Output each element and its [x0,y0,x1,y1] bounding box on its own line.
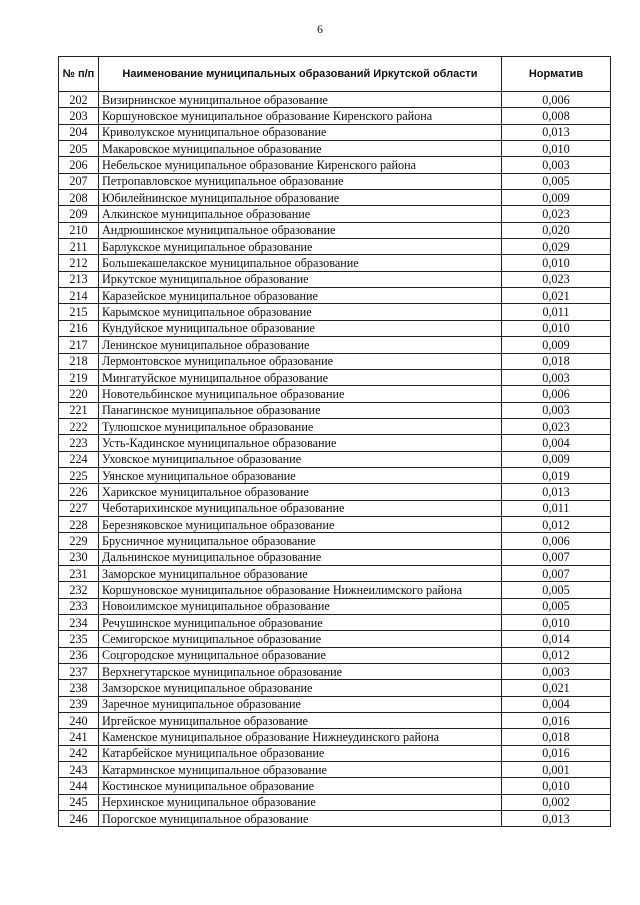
table-row [59,288,611,304]
column-header-normative: Норматив [502,57,611,92]
municipality-name-cell: Дальнинское муниципальное образование [99,549,502,565]
row-number-cell: 212 [59,255,99,271]
table-row [59,271,611,287]
municipality-name-cell: Катарбейское муниципальное образование [99,745,502,761]
normative-value-cell: 0,003 [502,369,611,385]
table-row [59,239,611,255]
table-row [59,778,611,794]
municipality-name-cell: Речушинское муниципальное образование [99,615,502,631]
municipality-name-cell: Порогское муниципальное образование [99,811,502,827]
normative-value-cell: 0,003 [502,157,611,173]
table-row [59,500,611,516]
municipality-name-cell: Иркутское муниципальное образование [99,271,502,287]
municipality-name-cell: Заморское муниципальное образование [99,565,502,581]
municipality-name-cell: Каразейское муниципальное образование [99,288,502,304]
row-number-cell: 222 [59,418,99,434]
row-number-cell: 206 [59,157,99,173]
table-row [59,729,611,745]
municipality-name-cell: Катарминское муниципальное образование [99,762,502,778]
normative-value-cell: 0,008 [502,108,611,124]
table-row [59,451,611,467]
normative-value-cell: 0,012 [502,647,611,663]
row-number-cell: 244 [59,778,99,794]
row-number-cell: 237 [59,664,99,680]
table-row [59,549,611,565]
municipality-name-cell: Барлукское муниципальное образование [99,239,502,255]
row-number-cell: 228 [59,516,99,532]
normative-value-cell: 0,018 [502,353,611,369]
table-row [59,108,611,124]
normative-value-cell: 0,029 [502,239,611,255]
table-row [59,696,611,712]
normative-value-cell: 0,001 [502,762,611,778]
municipality-name-cell: Петропавловское муниципальное образование [99,173,502,189]
municipality-name-cell: Панагинское муниципальное образование [99,402,502,418]
row-number-cell: 202 [59,92,99,108]
table-row [59,762,611,778]
municipality-name-cell: Коршуновское муниципальное образование Нижнеилимского района [99,582,502,598]
row-number-cell: 219 [59,369,99,385]
normative-value-cell: 0,021 [502,288,611,304]
normative-value-cell: 0,006 [502,92,611,108]
municipality-name-cell: Кундуйское муниципальное образование [99,320,502,336]
row-number-cell: 217 [59,337,99,353]
row-number-cell: 241 [59,729,99,745]
municipality-name-cell: Усть-Кадинское муниципальное образование [99,435,502,451]
row-number-cell: 224 [59,451,99,467]
municipality-name-cell: Уховское муниципальное образование [99,451,502,467]
row-number-cell: 218 [59,353,99,369]
normative-value-cell: 0,011 [502,500,611,516]
row-number-cell: 210 [59,222,99,238]
normative-value-cell: 0,016 [502,713,611,729]
normative-value-cell: 0,002 [502,794,611,810]
row-number-cell: 207 [59,173,99,189]
municipality-name-cell: Нерхинское муниципальное образование [99,794,502,810]
table-row [59,353,611,369]
normative-value-cell: 0,007 [502,549,611,565]
normative-value-cell: 0,007 [502,565,611,581]
row-number-cell: 223 [59,435,99,451]
table-row [59,664,611,680]
table-row [59,615,611,631]
municipality-name-cell: Андрюшинское муниципальное образование [99,222,502,238]
row-number-cell: 204 [59,124,99,140]
row-number-cell: 230 [59,549,99,565]
normative-value-cell: 0,003 [502,402,611,418]
table-row [59,582,611,598]
table-row [59,369,611,385]
normative-value-cell: 0,020 [502,222,611,238]
normative-value-cell: 0,005 [502,173,611,189]
row-number-cell: 214 [59,288,99,304]
municipality-name-cell: Алкинское муниципальное образование [99,206,502,222]
table-row [59,631,611,647]
normative-value-cell: 0,023 [502,418,611,434]
normative-value-cell: 0,010 [502,615,611,631]
normative-value-cell: 0,014 [502,631,611,647]
row-number-cell: 227 [59,500,99,516]
page-number: 6 [317,22,323,36]
table-row [59,745,611,761]
normative-value-cell: 0,009 [502,190,611,206]
normative-value-cell: 0,005 [502,598,611,614]
row-number-cell: 235 [59,631,99,647]
table-header [59,57,611,92]
municipality-name-cell: Криволукское муниципальное образование [99,124,502,140]
row-number-cell: 242 [59,745,99,761]
row-number-cell: 225 [59,467,99,483]
table-row [59,713,611,729]
municipality-name-cell: Брусничное муниципальное образование [99,533,502,549]
table-row [59,206,611,222]
row-number-cell: 226 [59,484,99,500]
normative-value-cell: 0,021 [502,680,611,696]
normative-value-cell: 0,023 [502,271,611,287]
normative-value-cell: 0,004 [502,435,611,451]
municipality-name-cell: Уянское муниципальное образование [99,467,502,483]
normative-value-cell: 0,006 [502,386,611,402]
row-number-cell: 246 [59,811,99,827]
normative-value-cell: 0,013 [502,124,611,140]
municipality-name-cell: Семигорское муниципальное образование [99,631,502,647]
normative-value-cell: 0,010 [502,141,611,157]
normative-value-cell: 0,013 [502,484,611,500]
row-number-cell: 239 [59,696,99,712]
municipality-name-cell: Новоилимское муниципальное образование [99,598,502,614]
table-row [59,222,611,238]
normative-table [58,56,611,827]
row-number-cell: 208 [59,190,99,206]
header-row [59,57,611,92]
table-row [59,173,611,189]
row-number-cell: 213 [59,271,99,287]
municipality-name-cell: Новотельбинское муниципальное образование [99,386,502,402]
row-number-cell: 220 [59,386,99,402]
table-row [59,320,611,336]
municipality-name-cell: Верхнегутарское муниципальное образование [99,664,502,680]
municipality-name-cell: Березняковское муниципальное образование [99,516,502,532]
row-number-cell: 203 [59,108,99,124]
municipality-name-cell: Ленинское муниципальное образование [99,337,502,353]
table-row [59,484,611,500]
normative-value-cell: 0,012 [502,516,611,532]
row-number-cell: 238 [59,680,99,696]
table-row [59,386,611,402]
municipality-name-cell: Соцгородское муниципальное образование [99,647,502,663]
municipality-name-cell: Каменское муниципальное образование Нижнеудинского района [99,729,502,745]
table-row [59,402,611,418]
normative-value-cell: 0,019 [502,467,611,483]
row-number-cell: 205 [59,141,99,157]
normative-value-cell: 0,016 [502,745,611,761]
table-row [59,680,611,696]
row-number-cell: 233 [59,598,99,614]
normative-value-cell: 0,006 [502,533,611,549]
table-row [59,190,611,206]
table-row [59,157,611,173]
normative-value-cell: 0,004 [502,696,611,712]
table-row [59,794,611,810]
municipality-name-cell: Мингатуйское муниципальное образование [99,369,502,385]
table-row [59,811,611,827]
municipality-name-cell: Коршуновское муниципальное образование Киренского района [99,108,502,124]
row-number-cell: 209 [59,206,99,222]
row-number-cell: 245 [59,794,99,810]
municipality-name-cell: Костинское муниципальное образование [99,778,502,794]
table-row [59,92,611,108]
row-number-cell: 229 [59,533,99,549]
table-row [59,565,611,581]
column-header-name: Наименование муниципальных образований Иркутской области [99,57,502,92]
table-row [59,124,611,140]
row-number-cell: 232 [59,582,99,598]
municipality-name-cell: Большекашелакское муниципальное образование [99,255,502,271]
municipality-name-cell: Макаровское муниципальное образование [99,141,502,157]
row-number-cell: 215 [59,304,99,320]
table-row [59,337,611,353]
table-row [59,516,611,532]
municipality-name-cell: Заречное муниципальное образование [99,696,502,712]
normative-value-cell: 0,010 [502,320,611,336]
normative-value-cell: 0,013 [502,811,611,827]
row-number-cell: 216 [59,320,99,336]
table-row [59,255,611,271]
normative-value-cell: 0,005 [502,582,611,598]
normative-value-cell: 0,018 [502,729,611,745]
column-header-number: № п/п [59,57,99,92]
table-body [59,92,611,827]
table-row [59,304,611,320]
table-row [59,418,611,434]
table-row [59,141,611,157]
normative-value-cell: 0,023 [502,206,611,222]
municipality-name-cell: Карымское муниципальное образование [99,304,502,320]
row-number-cell: 211 [59,239,99,255]
table-row [59,647,611,663]
table-row [59,598,611,614]
row-number-cell: 221 [59,402,99,418]
row-number-cell: 243 [59,762,99,778]
municipality-name-cell: Лермонтовское муниципальное образование [99,353,502,369]
normative-value-cell: 0,009 [502,451,611,467]
municipality-name-cell: Замзорское муниципальное образование [99,680,502,696]
row-number-cell: 231 [59,565,99,581]
normative-value-cell: 0,011 [502,304,611,320]
municipality-name-cell: Визирнинское муниципальное образование [99,92,502,108]
row-number-cell: 236 [59,647,99,663]
normative-value-cell: 0,010 [502,778,611,794]
row-number-cell: 234 [59,615,99,631]
row-number-cell: 240 [59,713,99,729]
table-row [59,435,611,451]
normative-value-cell: 0,010 [502,255,611,271]
table-row [59,533,611,549]
municipality-name-cell: Иргейское муниципальное образование [99,713,502,729]
municipality-name-cell: Харикское муниципальное образование [99,484,502,500]
municipality-name-cell: Юбилейнинское муниципальное образование [99,190,502,206]
normative-value-cell: 0,003 [502,664,611,680]
municipality-name-cell: Чеботарихинское муниципальное образование [99,500,502,516]
table-row [59,467,611,483]
normative-value-cell: 0,009 [502,337,611,353]
municipality-name-cell: Небельское муниципальное образование Киренского района [99,157,502,173]
municipality-name-cell: Тулюшское муниципальное образование [99,418,502,434]
